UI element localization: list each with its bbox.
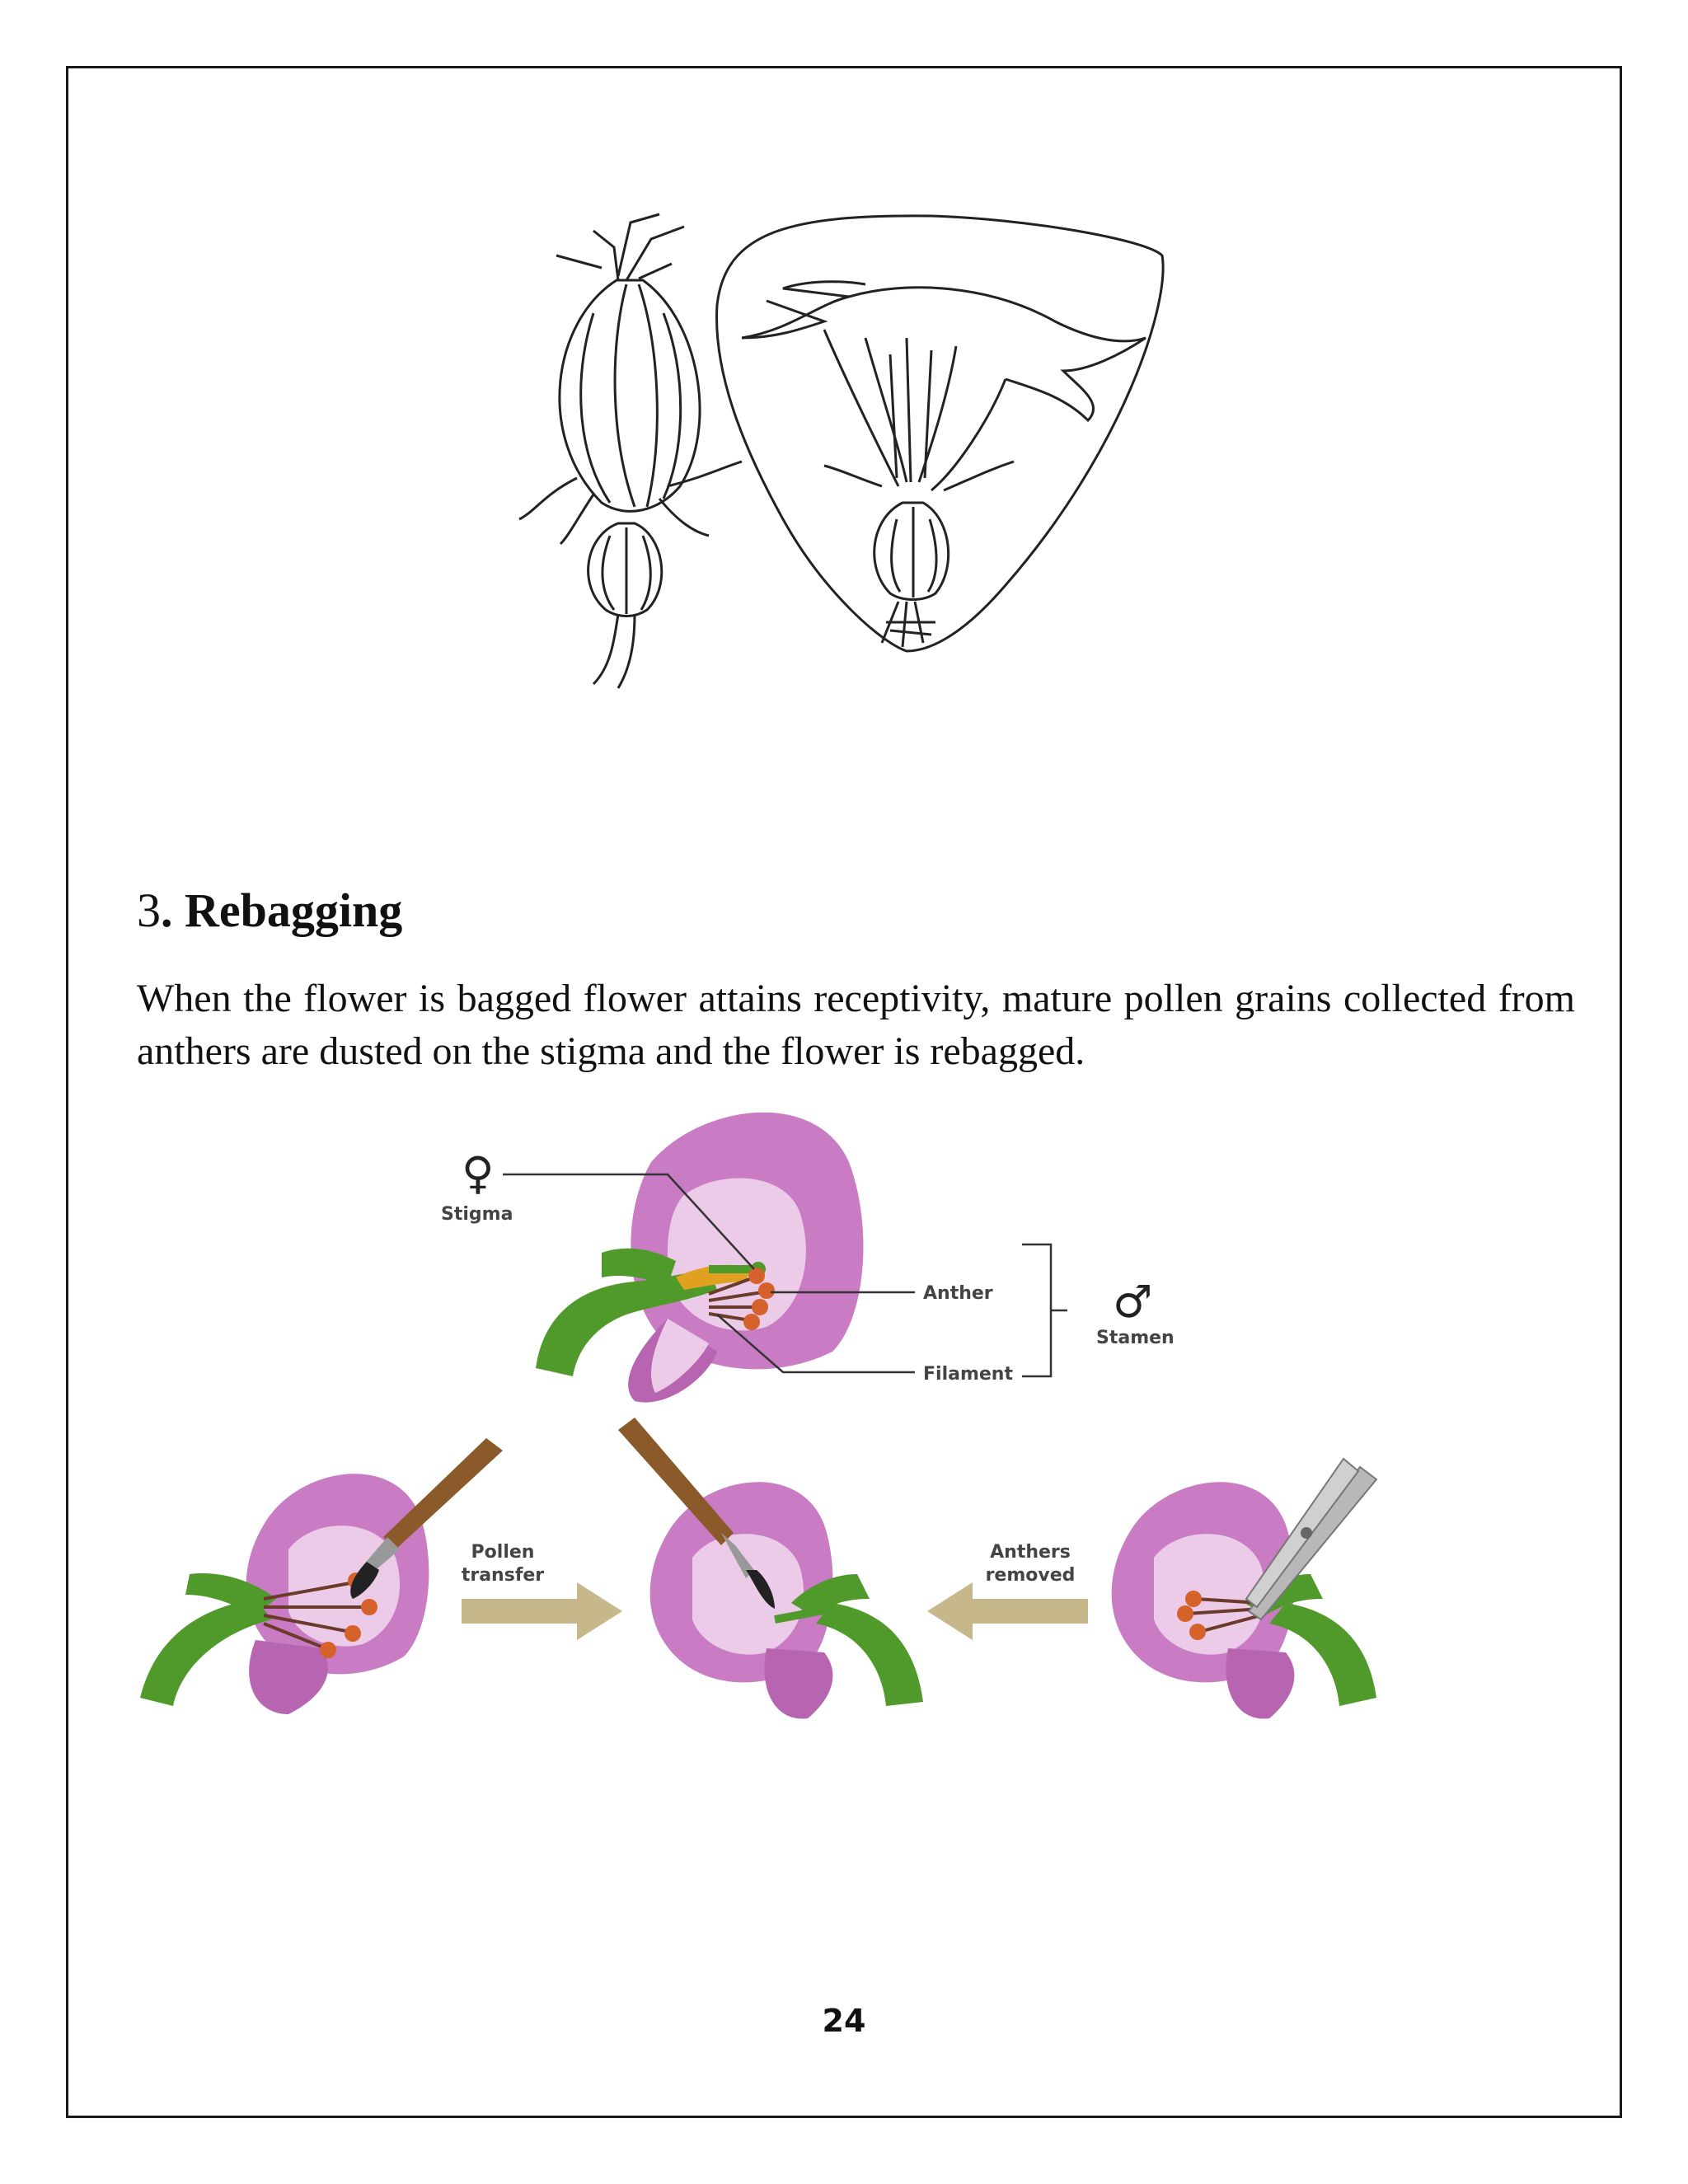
bottom-left-flower bbox=[140, 1438, 503, 1714]
section-heading bbox=[137, 882, 402, 940]
anthers-removed-label-line2: removed bbox=[985, 1565, 1076, 1586]
pollen-transfer-label-line1: Pollen bbox=[471, 1542, 535, 1563]
male-symbol: ♂ bbox=[1113, 1276, 1153, 1328]
pollen-transfer-label-line2: transfer bbox=[461, 1565, 545, 1586]
bottom-right-flower bbox=[1112, 1459, 1376, 1718]
section-number: 3 bbox=[137, 883, 161, 937]
top-flower bbox=[441, 1113, 1175, 1403]
section-title: . Rebagging bbox=[161, 883, 403, 937]
bagged-flower-illustration bbox=[495, 206, 1203, 692]
stamen-label: Stamen bbox=[1096, 1328, 1175, 1348]
page-number: 24 bbox=[822, 2003, 866, 2039]
bottom-middle-flower bbox=[618, 1418, 923, 1718]
anthers-removed-arrow bbox=[927, 1542, 1088, 1640]
female-symbol: ♀ bbox=[462, 1147, 495, 1199]
pollen-transfer-arrow bbox=[462, 1542, 622, 1640]
anther-label: Anther bbox=[923, 1283, 993, 1304]
pollination-diagram bbox=[140, 1104, 1426, 1780]
filament-label: Filament bbox=[923, 1364, 1013, 1385]
body-paragraph: When the flower is bagged flower attains receptivity, mature pollen grains collected from anthers are dusted on the stigma and the flower is rebagged. bbox=[137, 977, 1575, 1073]
stigma-label: Stigma bbox=[441, 1204, 513, 1225]
anthers-removed-label-line1: Anthers bbox=[990, 1542, 1071, 1563]
